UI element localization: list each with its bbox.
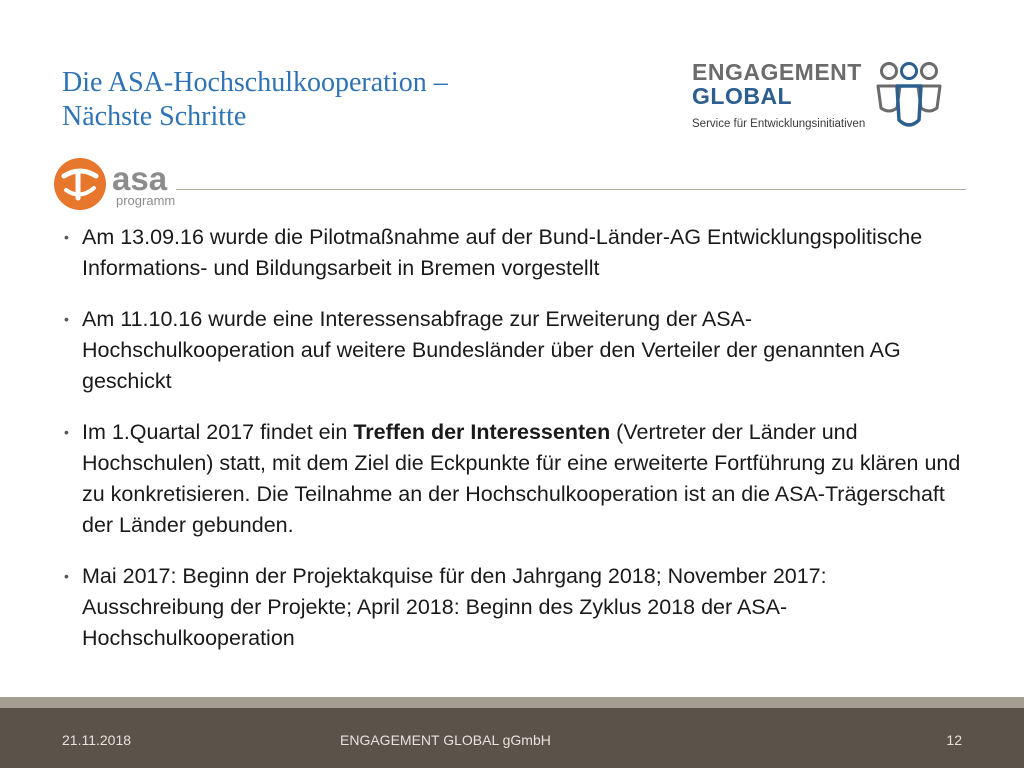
bullet-text-bold: Treffen der Interessenten [353,420,611,444]
bullet-text-after: (Vertreter der Länder und Hochschulen) statt, mit dem Ziel die Eckpunkte für eine erweiterte Fortführung zu klären und zu konkretisieren. Die Teilnahme an der Hochschulkooperation ist an die ASA-Trägerschaft der Länder gebunden. [82,420,961,537]
bullet-item [64,417,964,541]
engagement-global-logo [692,60,962,136]
footer-organization: ENGAGEMENT GLOBAL gGmbH [340,732,551,748]
bullet-item [64,561,964,654]
engagement-global-logo-word2: GLOBAL [692,83,793,109]
bullet-text-before: Im 1.Quartal 2017 findet ein [82,420,354,444]
header-divider [176,189,966,190]
footer-bar [0,708,1024,768]
bullet-text: Mai 2017: Beginn der Projektakquise für den Jahrgang 2018; November 2017: Ausschreibung der Projekte; April 2018: Beginn des Zyklus 2018 der ASA-Hochschulkooperation [82,564,827,650]
slide-title [62,66,448,134]
footer-date: 21.11.2018 [62,732,132,748]
footer-page-number: 12 [946,732,962,748]
three-people-icon [875,60,955,132]
bullet-text: Am 11.10.16 wurde eine Interessensabfrage zur Erweiterung der ASA-Hochschulkooperation auf weitere Bundesländer über den Verteiler der genannten AG geschickt [82,307,901,393]
asa-circle-icon [54,158,106,210]
bullet-dot: • [64,311,69,327]
slide-title-line2: Nächste Schritte [62,101,247,132]
slide-title-line1: Die ASA-Hochschulkooperation – [62,67,448,98]
asa-programm-logo [52,156,187,212]
bullet-item [64,304,964,397]
asa-word: asa [112,160,168,197]
bullet-list [64,222,964,674]
engagement-global-logo-word1: ENGAGEMENT [692,59,862,85]
bullet-text: Am 13.09.16 wurde die Pilotmaßnahme auf der Bund-Länder-AG Entwicklungspolitische Informations- und Bildungsarbeit in Bremen vorgestellt [82,225,923,280]
bullet-dot: • [64,568,69,584]
bullet-dot: • [64,424,69,440]
bullet-item [64,222,964,284]
asa-subword: programm [116,193,176,208]
engagement-global-tagline: Service für Entwicklungsinitiativen [692,118,866,130]
footer-stripe [0,697,1024,708]
bullet-dot: • [64,229,69,245]
